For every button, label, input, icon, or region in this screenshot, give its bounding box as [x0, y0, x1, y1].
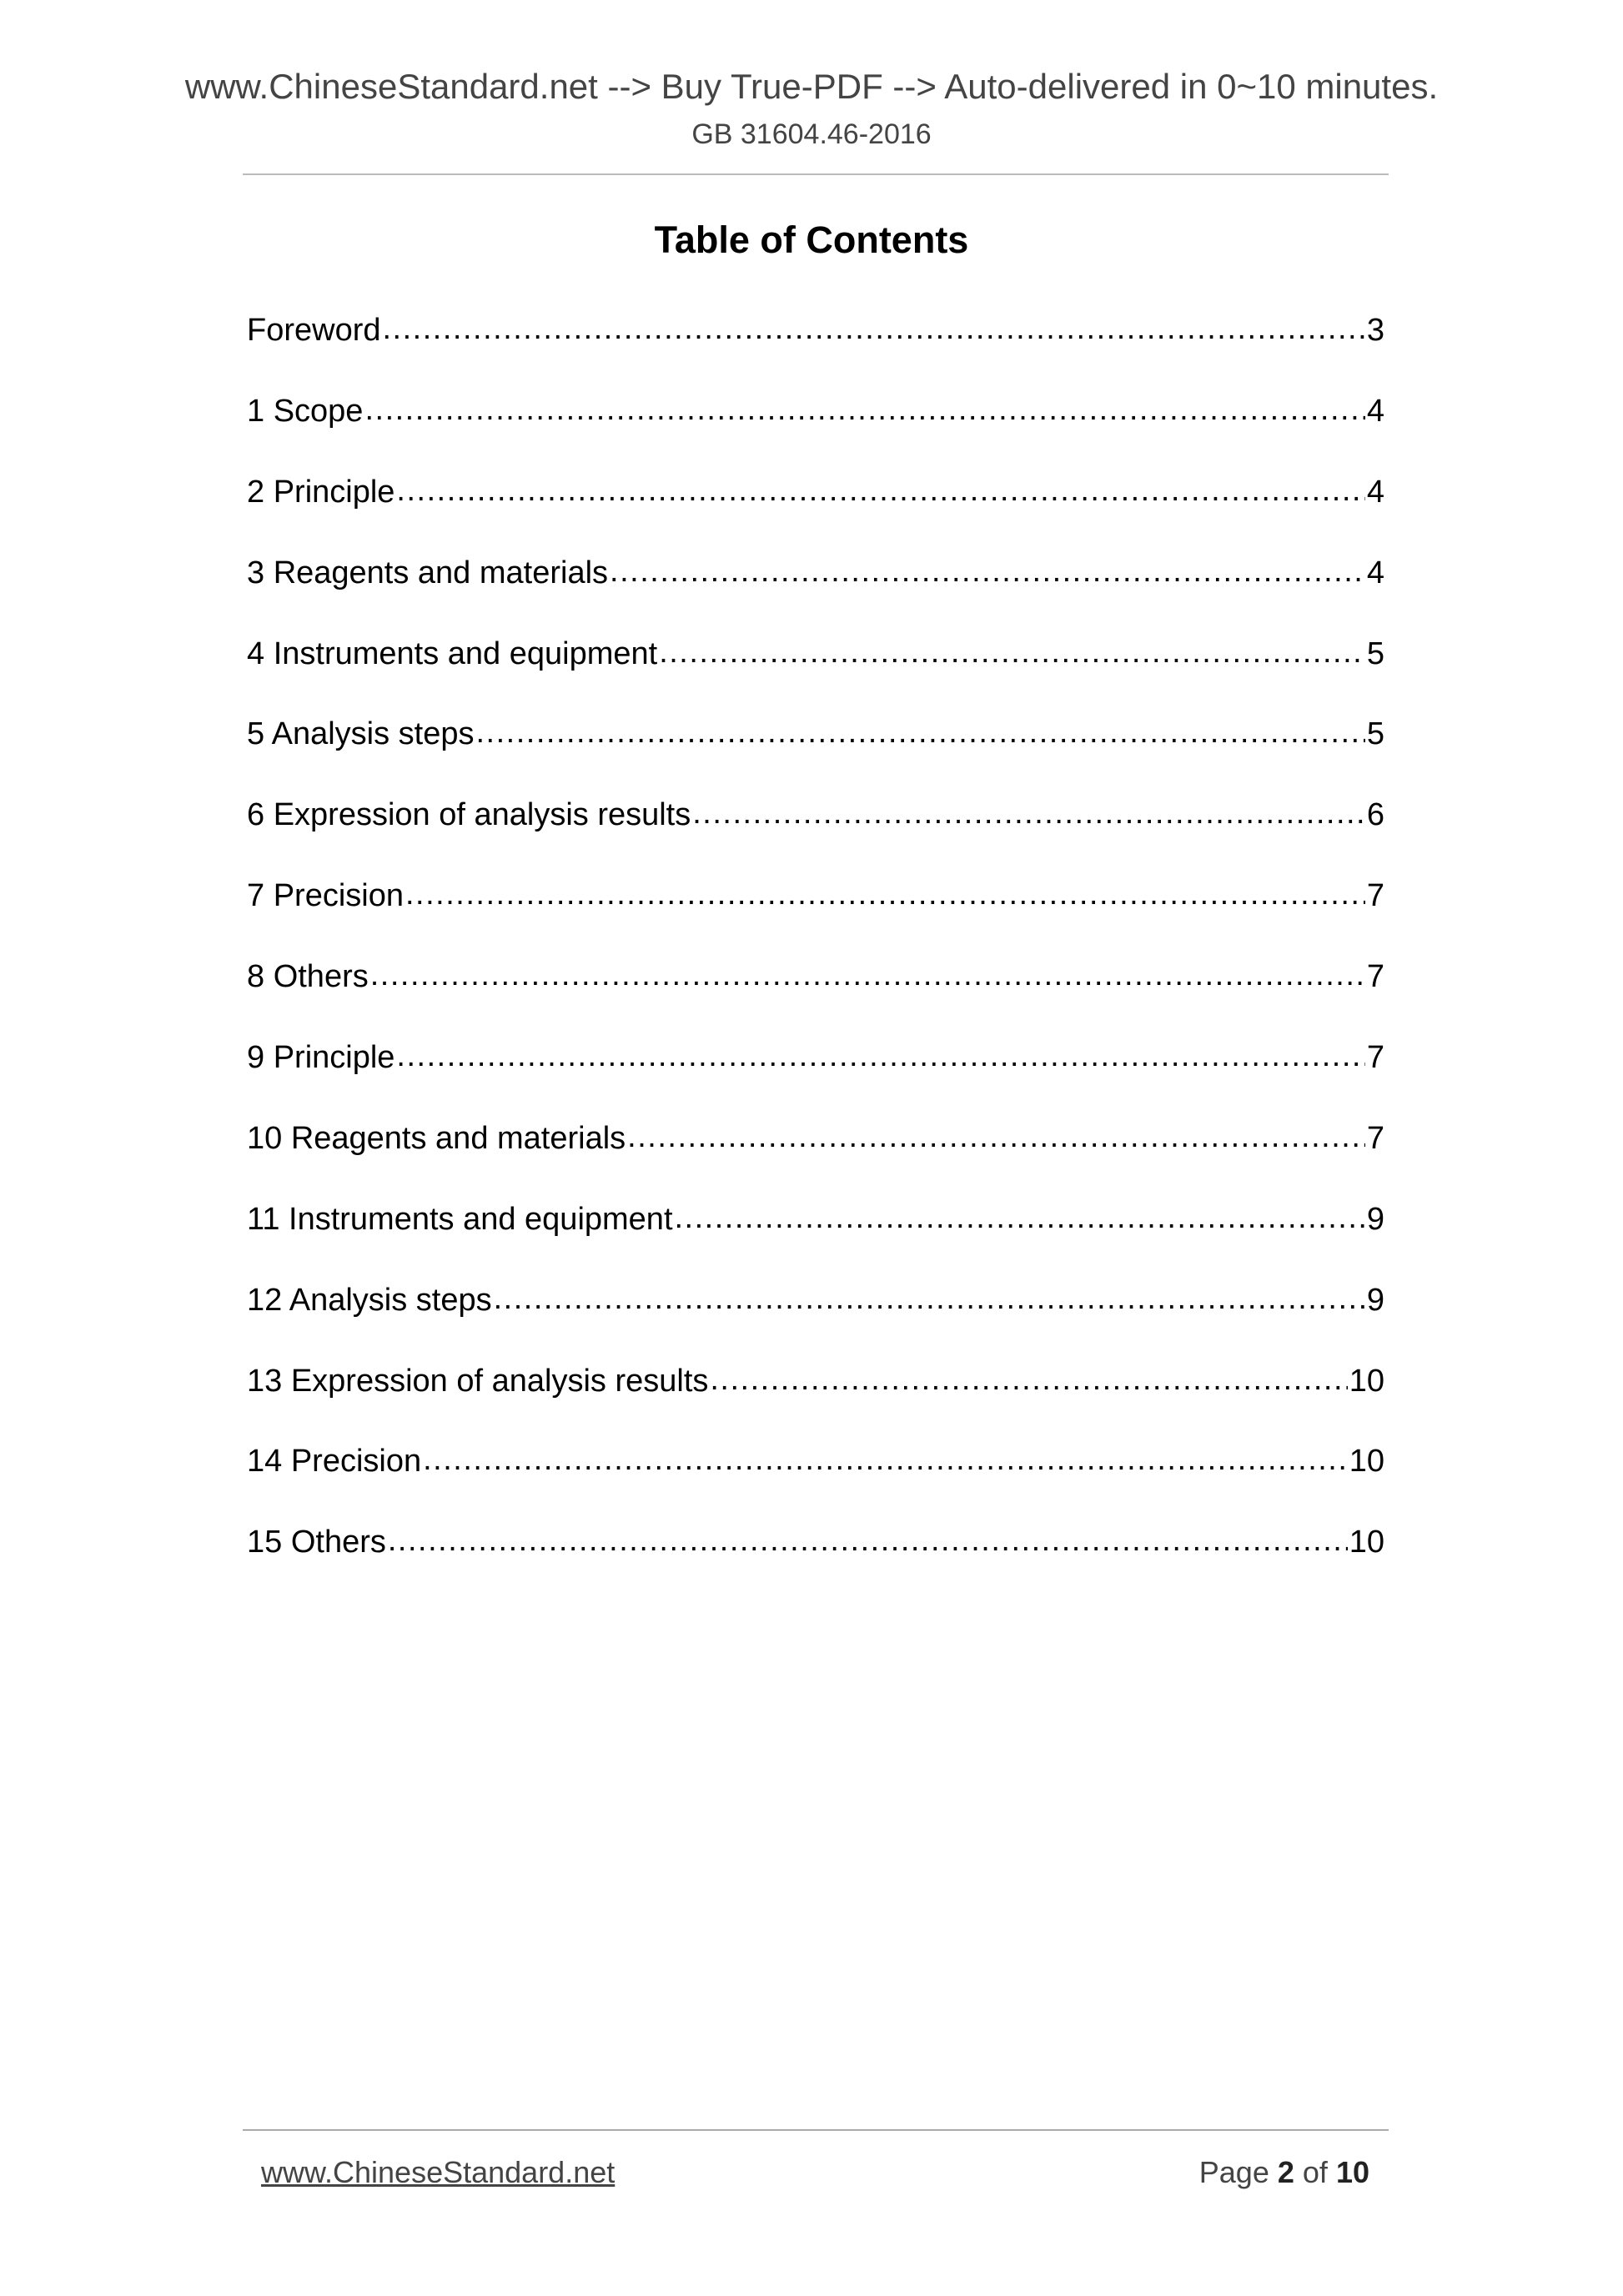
toc-entry[interactable]: [247, 472, 1384, 553]
toc-entry-page: 10: [1349, 1525, 1384, 1560]
toc-entry-page: 9: [1366, 1201, 1384, 1237]
toc-entry-page: 7: [1366, 959, 1384, 995]
toc-entry-label: 7 Precision: [247, 878, 404, 914]
toc-entry-page: 10: [1349, 1444, 1384, 1480]
toc-entry[interactable]: [247, 795, 1384, 876]
toc-dot-leader: [396, 1036, 1364, 1076]
toc-dot-leader: [423, 1439, 1348, 1480]
toc-dot-leader: [405, 874, 1365, 914]
toc-entry-label: 5 Analysis steps: [247, 716, 475, 752]
standard-code: GB 31604.46-2016: [691, 118, 932, 150]
toc-entry-page: 5: [1366, 716, 1384, 752]
toc-dot-leader: [610, 551, 1365, 591]
toc-title: Table of Contents: [654, 219, 969, 261]
toc-entry-label: Foreword: [247, 313, 381, 348]
toc-dot-leader: [370, 955, 1365, 995]
toc-entry-page: 7: [1366, 1040, 1384, 1076]
toc-dot-leader: [692, 793, 1365, 833]
toc-entry-label: 12 Analysis steps: [247, 1282, 492, 1318]
toc-entry[interactable]: [247, 1361, 1384, 1442]
toc-dot-leader: [675, 1198, 1365, 1238]
toc-dot-leader: [364, 389, 1364, 430]
toc-dot-leader: [627, 1117, 1365, 1157]
toc-dot-leader: [475, 712, 1364, 752]
toc-entry[interactable]: [247, 1199, 1384, 1280]
total-pages-number: 10: [1335, 2155, 1369, 2189]
toc-entry[interactable]: [247, 1280, 1384, 1361]
toc-entry-label: 4 Instruments and equipment: [247, 636, 658, 671]
table-of-contents: [247, 310, 1384, 1603]
toc-entry-label: 6 Expression of analysis results: [247, 797, 691, 833]
toc-entry-label: 13 Expression of analysis results: [247, 1363, 709, 1399]
toc-entry[interactable]: [247, 1118, 1384, 1199]
toc-dot-leader: [396, 470, 1364, 510]
toc-entry-page: 4: [1366, 393, 1384, 429]
toc-entry[interactable]: [247, 391, 1384, 472]
toc-entry-label: 14 Precision: [247, 1444, 422, 1480]
toc-entry-label: 15 Others: [247, 1525, 386, 1560]
current-page-number: 2: [1277, 2155, 1294, 2189]
toc-entry-page: 10: [1349, 1363, 1384, 1399]
toc-entry-page: 7: [1366, 1120, 1384, 1156]
toc-dot-leader: [659, 632, 1365, 672]
toc-entry-page: 7: [1366, 878, 1384, 914]
page-separator: of: [1302, 2155, 1328, 2189]
page-number: [1199, 2154, 1369, 2191]
footer-website-link[interactable]: www.ChineseStandard.net: [261, 2155, 616, 2189]
toc-entry[interactable]: [247, 553, 1384, 634]
toc-entry[interactable]: [247, 1441, 1384, 1522]
toc-entry[interactable]: [247, 714, 1384, 795]
toc-dot-leader: [383, 309, 1365, 349]
toc-entry[interactable]: [247, 310, 1384, 391]
toc-entry[interactable]: [247, 1522, 1384, 1603]
toc-entry-page: 4: [1366, 474, 1384, 510]
toc-dot-leader: [710, 1359, 1347, 1399]
toc-entry-label: 2 Principle: [247, 474, 395, 510]
toc-entry-label: 1 Scope: [247, 393, 364, 429]
toc-dot-leader: [494, 1279, 1365, 1319]
toc-entry-page: 6: [1366, 797, 1384, 833]
toc-entry[interactable]: [247, 634, 1384, 715]
toc-entry-label: 9 Principle: [247, 1040, 395, 1076]
toc-entry[interactable]: [247, 876, 1384, 957]
footer-divider: [243, 2129, 1389, 2131]
page-prefix: Page: [1198, 2155, 1269, 2189]
toc-entry-page: 3: [1366, 313, 1384, 348]
toc-entry-page: 5: [1366, 636, 1384, 671]
header-banner: www.ChineseStandard.net --> Buy True-PDF --> Auto-delivered in 0~10 minutes.: [184, 67, 1439, 106]
toc-entry-label: 8 Others: [247, 959, 369, 995]
toc-entry-label: 3 Reagents and materials: [247, 555, 609, 590]
toc-entry-label: 10 Reagents and materials: [247, 1120, 626, 1156]
toc-entry-page: 9: [1366, 1282, 1384, 1318]
toc-dot-leader: [388, 1520, 1348, 1560]
toc-entry-label: 11 Instruments and equipment: [247, 1201, 673, 1237]
toc-entry[interactable]: [247, 957, 1384, 1037]
header-divider: [243, 173, 1389, 175]
toc-entry[interactable]: [247, 1037, 1384, 1118]
toc-entry-page: 4: [1366, 555, 1384, 590]
